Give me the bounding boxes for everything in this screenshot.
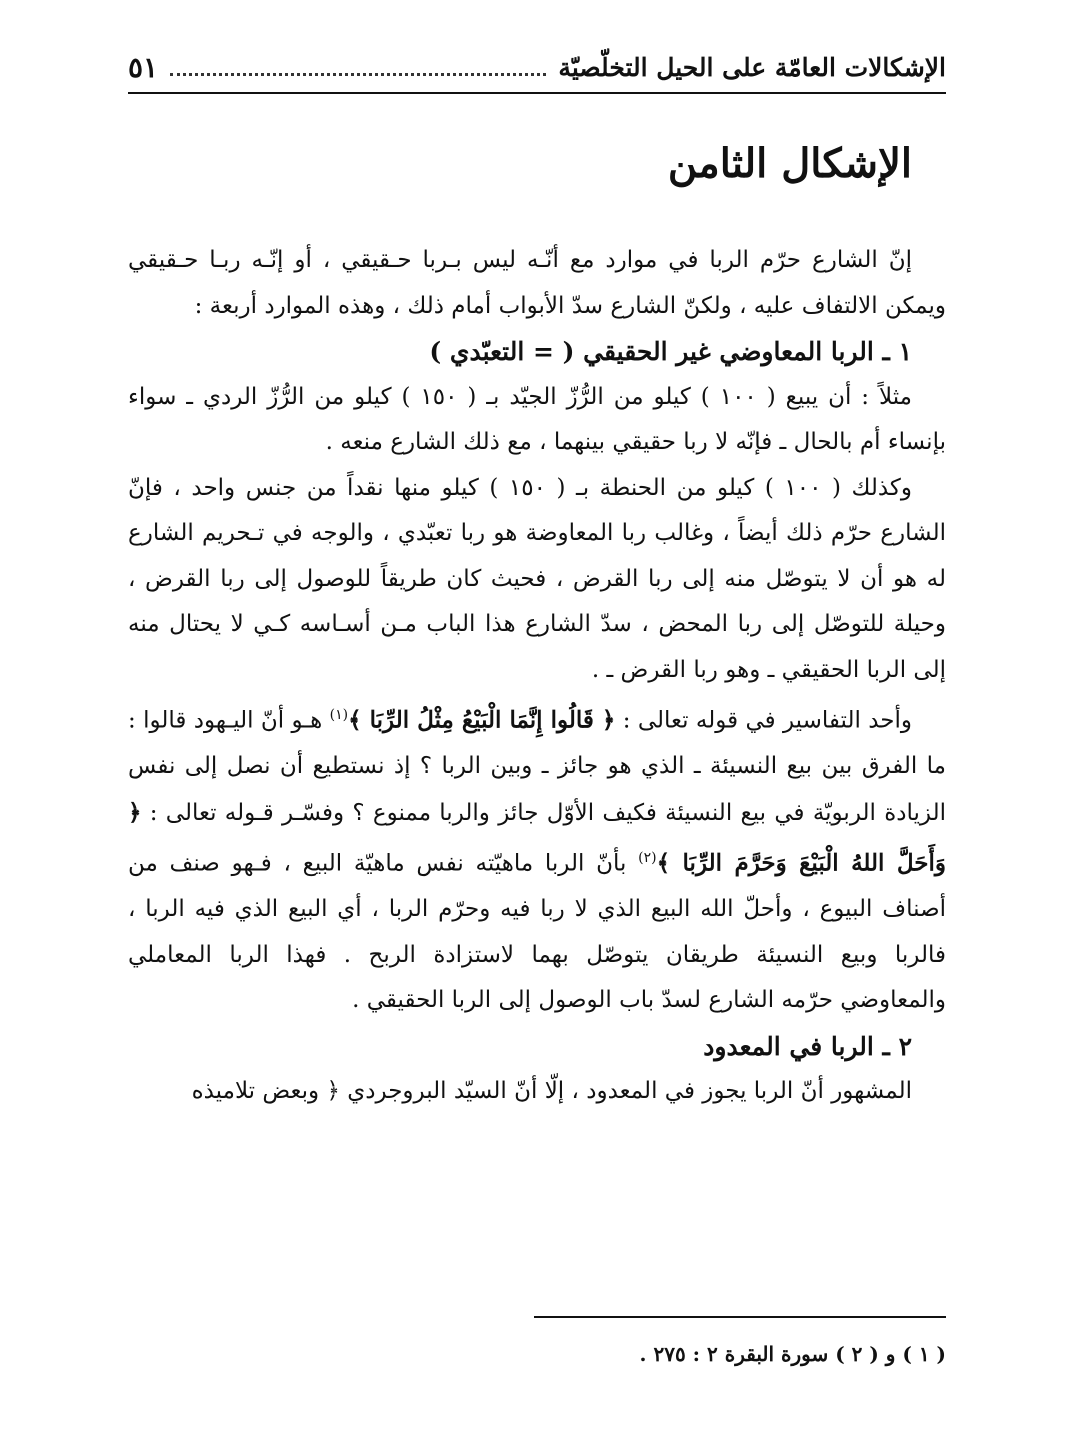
dotted-leader — [170, 73, 546, 76]
section-heading-1: ١ ـ الربا المعاوضي غير الحقيقي ( = التعبّدي ) — [429, 337, 912, 366]
footnote-divider — [534, 1316, 946, 1318]
running-header — [128, 42, 946, 94]
footnote-ref: (١) — [329, 707, 349, 723]
footnote-ref: (٢) — [638, 850, 657, 867]
running-title: الإشكالات العامّة على الحيل التخلّصيّة — [558, 52, 946, 82]
paragraph: مثلاً : أن يبيع ( ١٠٠ ) كيلو من الرُّزّ الجيّد بـ ( ١٥٠ ) كيلو من الرُّزّ الردي ـ سواء بإنساء أم بالحال ـ فإنّه لا ربا حقيقي بينهما ، مع ذلك الشارع منعه . — [128, 383, 946, 455]
paragraph-text: بأنّ الربا ماهيّته نفس ماهيّة البيع ، فـهو صنف من أصناف البيوع ، وأحلّ الله البيع الذي لا ربا فيه وحرّم الربا ، أي البيع الذي فيه الربا ، فالربا وبيع النسيئة طريقان يتوصّل بهما لاستزادة الربح . فهذا الربا المعاملي والمعاوضي حرّمه الشارع لسدّ باب الوصول إلى الربا الحقيقي . — [128, 850, 946, 1014]
intro-paragraph: إنّ الشارع حرّم الربا في موارد مع أنّـه ليس بـربا حـقيقي ، أو إنّـه ربـا حـقيقي ويمكن الالتفاف عليه ، ولكنّ الشارع سدّ الأبواب أمام ذلك ، وهذه الموارد أربعة : — [128, 247, 946, 319]
paragraph-text: هـو أنّ اليـهود قالوا : ما الفرق بين بيع النسيئة ـ الذي هو جائز ـ وبين الربا ؟ إذ نستطيع أن نصل إلى نفس الزيادة الربويّة في بيع النسيئة فكيف الأوّل جائز والربا ممنوع ؟ وفسّـر قـوله تعالى : — [128, 707, 946, 826]
quran-verse: ﴿ قَالُوا إِنَّمَا الْبَيْعُ مِثْلُ الرِّبَا ﴾ — [348, 706, 616, 734]
paragraph-text: وأحد التفاسير في قوله تعالى : — [615, 707, 912, 734]
page-number: ٥١ — [128, 50, 159, 84]
body-text — [128, 238, 946, 1115]
paragraph-with-quran — [128, 693, 946, 1024]
chapter-title: الإشكال الثامن — [667, 140, 912, 187]
paragraph: المشهور أنّ الربا يجوز في المعدود ، إلّا أنّ السيّد البروجردي ﴿ وبعض تلاميذه — [191, 1078, 912, 1105]
paragraph: وكذلك ( ١٠٠ ) كيلو من الحنطة بـ ( ١٥٠ ) كيلو منها نقداً من جنس واحد ، فإنّ الشارع حرّم ذلك أيضاً ، وغالب ربا المعاوضة هو ربا تعبّدي ، والوجه في تـحريم الشارع له هو أن لا يتوصّل منه إلى ربا القرض ، فحيث كان طريقاً للوصول إلى ربا القرض ، وحيلة للتوصّل إلى ربا المحض ، سدّ الشارع هذا الباب مـن أسـاسه كـي لا يحتال منه إلى الربا الحقيقي ـ وهو ربا القرض ـ . — [128, 474, 946, 683]
footnote: ( ١ ) و ( ٢ ) سورة البقرة ٢ : ٢٧٥ . — [639, 1342, 946, 1366]
quran-verse: ﴿ وَأَحَلَّ اللهُ الْبَيْعَ وَحَرَّمَ الرِّبَا ﴾ — [128, 798, 946, 877]
section-heading-2: ٢ ـ الربا في المعدود — [703, 1031, 912, 1061]
